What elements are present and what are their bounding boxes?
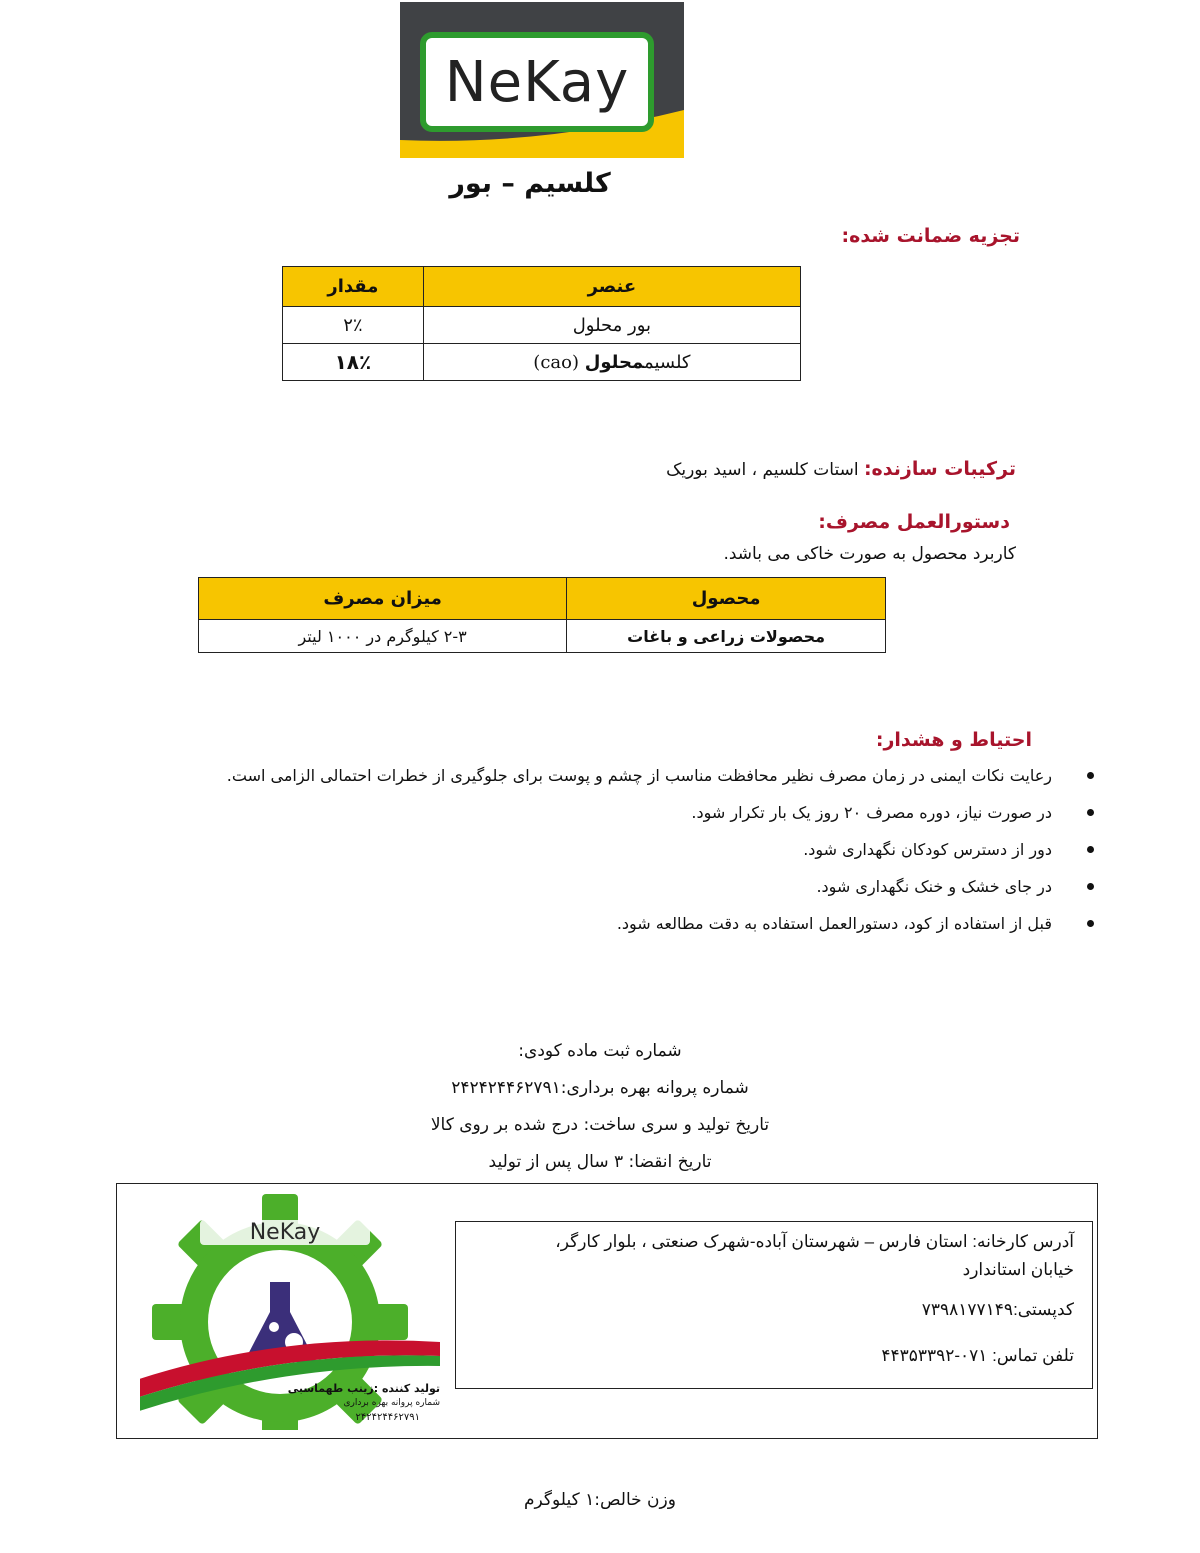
usage-rate: ۲-۳ کیلوگرم در ۱۰۰۰ لیتر: [199, 620, 567, 653]
list-item: دور از دسترس کودکان نگهداری شود.: [170, 831, 1100, 868]
table-row: [283, 307, 801, 344]
list-item: در صورت نیاز، دوره مصرف ۲۰ روز یک بار تکرار شود.: [170, 794, 1100, 831]
analysis-amount: ۱۸٪: [283, 344, 424, 381]
ingredients-line: [560, 458, 1016, 480]
expiry-date: تاریخ انقضا: ۳ سال پس از تولید: [488, 1152, 712, 1172]
producer-license-number: ۲۴۲۴۲۴۴۶۲۷۹۱: [355, 1412, 420, 1423]
product-title: کلسیم – بور: [449, 168, 611, 199]
usage-heading: دستورالعمل مصرف:: [818, 511, 1010, 533]
analysis-table: [282, 266, 801, 381]
license-number: شماره پروانه بهره برداری:۲۴۲۴۲۴۴۶۲۷۹۱: [451, 1078, 749, 1098]
list-item: رعایت نکات ایمنی در زمان مصرف نظیر محافظت مناسب از چشم و پوست برای جلوگیری از خطرات احتمالی الزامی است.: [170, 757, 1100, 794]
production-date: تاریخ تولید و سری ساخت: درج شده بر روی کالا: [430, 1115, 770, 1135]
element-name: کلسیم: [644, 351, 691, 373]
guaranteed-analysis-heading: تجزیه ضمانت شده:: [841, 225, 1020, 247]
factory-address: آدرس کارخانه: استان فارس – شهرستان آباده-شهرک صنعتی ، بلوار کارگر،: [555, 1232, 1074, 1251]
producer-logo: [140, 1190, 440, 1430]
cautions-list: [170, 757, 1100, 942]
cautions-heading: احتیاط و هشدار:: [875, 729, 1032, 751]
element-formula: (cao): [533, 351, 580, 373]
registration-number: شماره ثبت ماده کودی:: [518, 1041, 682, 1061]
analysis-amount: ۲٪: [283, 307, 424, 344]
ingredients-label: ترکیبات سازنده:: [863, 458, 1016, 480]
producer-license-label: شماره پروانه بهره برداری: [343, 1398, 440, 1408]
analysis-header-element: عنصر: [423, 267, 800, 307]
analysis-header-amount: مقدار: [283, 267, 424, 307]
element-qualifier: محلول: [584, 351, 645, 373]
brand-logo: [400, 2, 684, 158]
ingredients-value: استات کلسیم ، اسید بوریک: [666, 460, 859, 480]
analysis-element: بور محلول: [423, 307, 800, 344]
factory-address-box: [455, 1221, 1093, 1389]
postal-code: کدپستی:۷۳۹۸۱۷۷۱۴۹: [921, 1300, 1074, 1319]
phone-number: تلفن تماس: ۰۷۱-۴۴۳۵۳۳۹۲: [881, 1346, 1074, 1365]
usage-header-product: محصول: [567, 578, 886, 620]
list-item: قبل از استفاده از کود، دستورالعمل استفاده به دقت مطالعه شود.: [170, 905, 1100, 942]
net-weight: وزن خالص:۱ کیلوگرم: [524, 1490, 676, 1510]
logo-frame: [420, 32, 654, 132]
logo-text: NeKay: [444, 49, 630, 115]
producer-logo-brand: NeKay: [200, 1220, 370, 1245]
usage-note: کاربرد محصول به صورت خاکی می باشد.: [723, 544, 1016, 564]
producer-name: تولید کننده :زینب طهماسبی: [287, 1382, 440, 1395]
list-item: در جای خشک و خنک نگهداری شود.: [170, 868, 1100, 905]
usage-product: محصولات زراعی و باغات: [567, 620, 886, 653]
analysis-element: [423, 344, 800, 381]
table-row: [199, 620, 886, 653]
factory-address-cont: خیابان استاندارد: [962, 1260, 1074, 1279]
usage-header-rate: میزان مصرف: [199, 578, 567, 620]
table-row: [283, 344, 801, 381]
usage-table: [198, 577, 886, 653]
